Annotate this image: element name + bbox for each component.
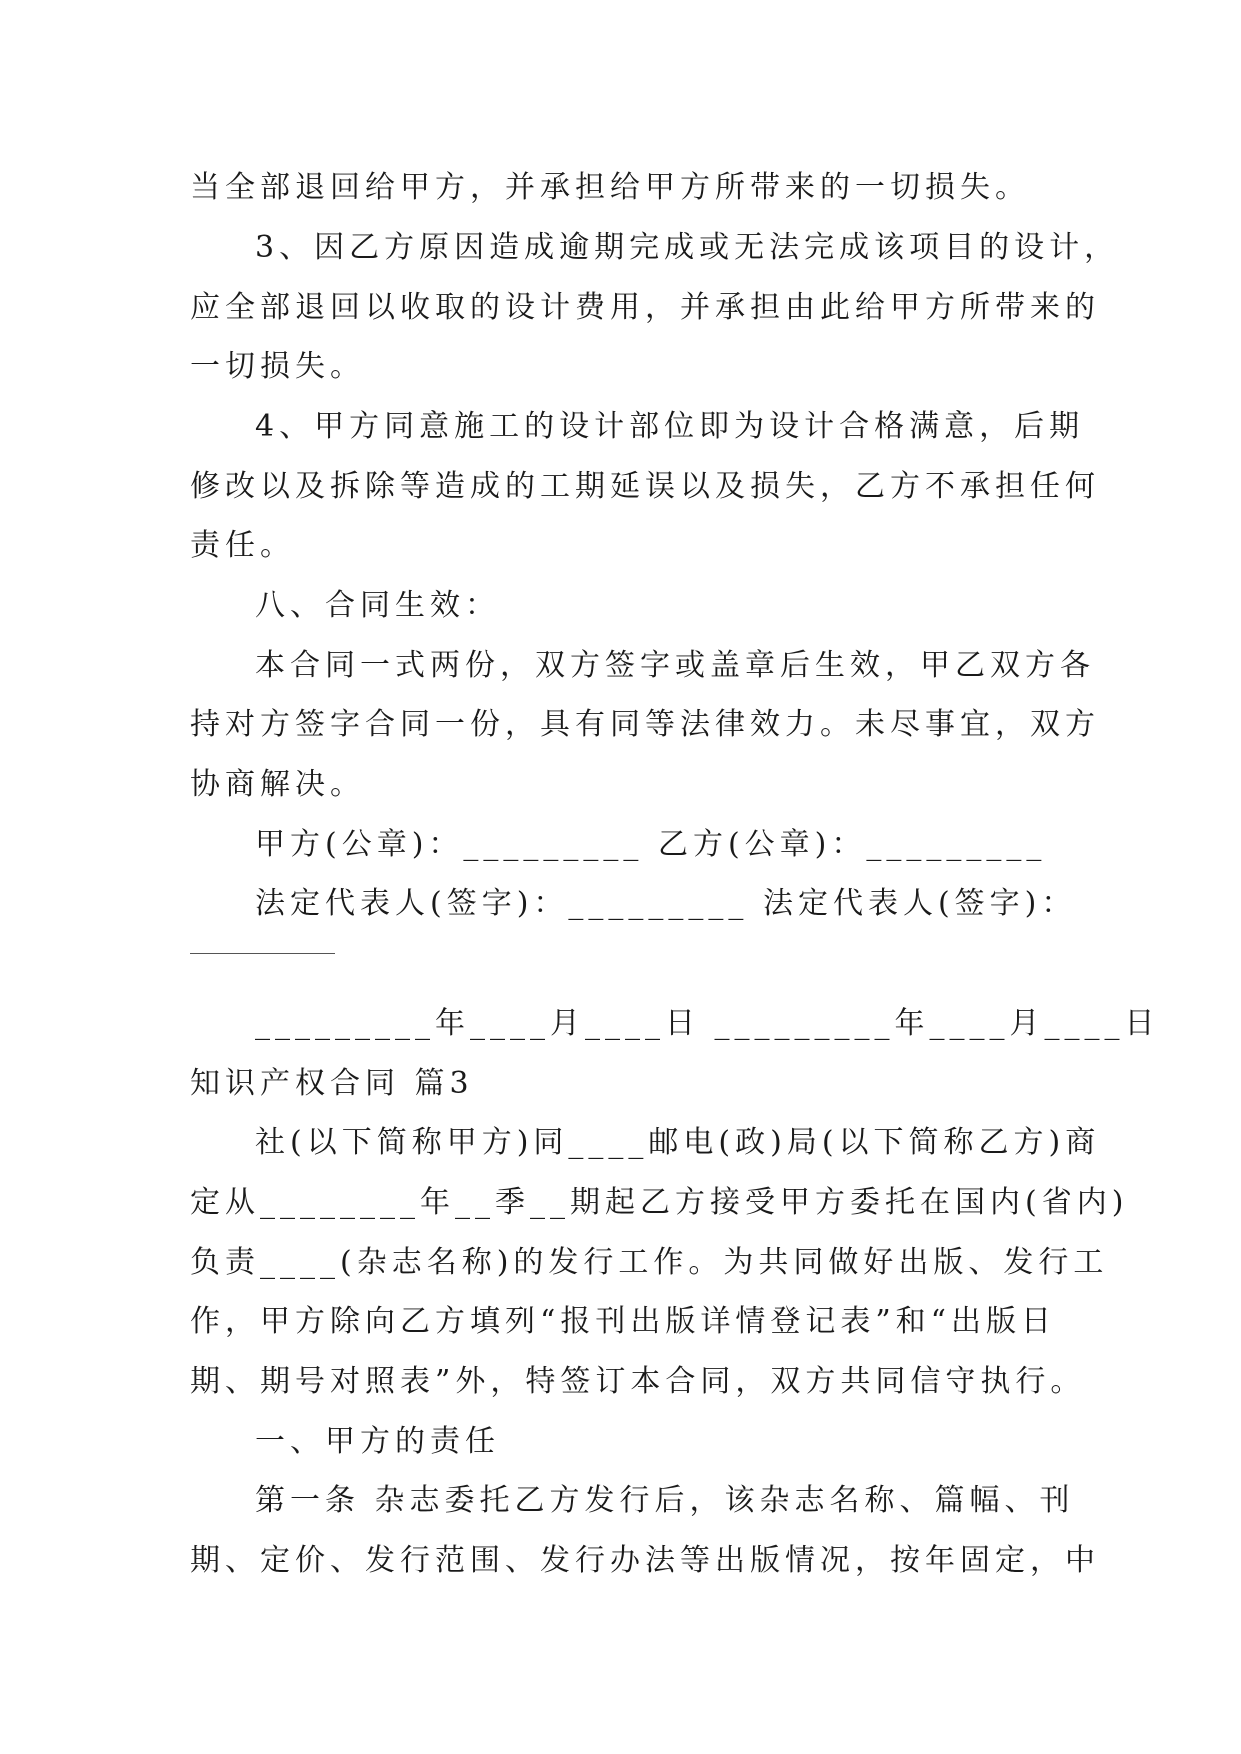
date-line: _________年____月____日 _________年____月____日 xyxy=(255,1006,1160,1041)
signature-blank-rule xyxy=(190,953,335,954)
paragraph-line: 社(以下简称甲方)同____邮电(政)局(以下简称乙方)商 xyxy=(255,1125,1101,1160)
clause-3-line: 3、因乙方原因造成逾期完成或无法完成该项目的设计， xyxy=(255,230,1120,265)
paragraph-line: 当全部退回给甲方，并承担给甲方所带来的一切损失。 xyxy=(190,170,1030,205)
contract-title: 知识产权合同 篇3 xyxy=(190,1066,474,1101)
section-heading-effect: 八、合同生效： xyxy=(255,588,500,623)
paragraph-line: 修改以及拆除等造成的工期延误以及损失，乙方不承担任何 xyxy=(190,469,1100,504)
article-1-line: 第一条 杂志委托乙方发行后，该杂志名称、篇幅、刊 xyxy=(255,1483,1075,1518)
paragraph-line: 一切损失。 xyxy=(190,349,365,384)
paragraph-line: 期、期号对照表”外，特签订本合同，双方共同信守执行。 xyxy=(190,1364,1086,1399)
paragraph-line: 定从________年__季__期起乙方接受甲方委托在国内(省内) xyxy=(190,1185,1129,1220)
clause-4-line: 4、甲方同意施工的设计部位即为设计合格满意，后期 xyxy=(255,409,1085,444)
paragraph-line: 期、定价、发行范围、发行办法等出版情况，按年固定，中 xyxy=(190,1543,1100,1578)
paragraph-line: 协商解决。 xyxy=(190,767,365,802)
paragraph-line: 应全部退回以收取的设计费用，并承担由此给甲方所带来的 xyxy=(190,290,1100,325)
paragraph-line: 持对方签字合同一份，具有同等法律效力。未尽事宜，双方 xyxy=(190,707,1100,742)
paragraph-line: 负责____(杂志名称)的发行工作。为共同做好出版、发行工 xyxy=(190,1245,1109,1280)
signature-line: 法定代表人(签字)：_________ 法定代表人(签字)： xyxy=(255,886,1077,921)
seal-line: 甲方(公章)：_________ 乙方(公章)：_________ xyxy=(255,827,1047,862)
paragraph-line: 作，甲方除向乙方填列“报刊出版详情登记表”和“出版日 xyxy=(190,1304,1057,1339)
paragraph-line: 责任。 xyxy=(190,528,295,563)
section-heading-party-a: 一、甲方的责任 xyxy=(255,1424,500,1459)
paragraph-line: 本合同一式两份，双方签字或盖章后生效，甲乙双方各 xyxy=(255,648,1095,683)
